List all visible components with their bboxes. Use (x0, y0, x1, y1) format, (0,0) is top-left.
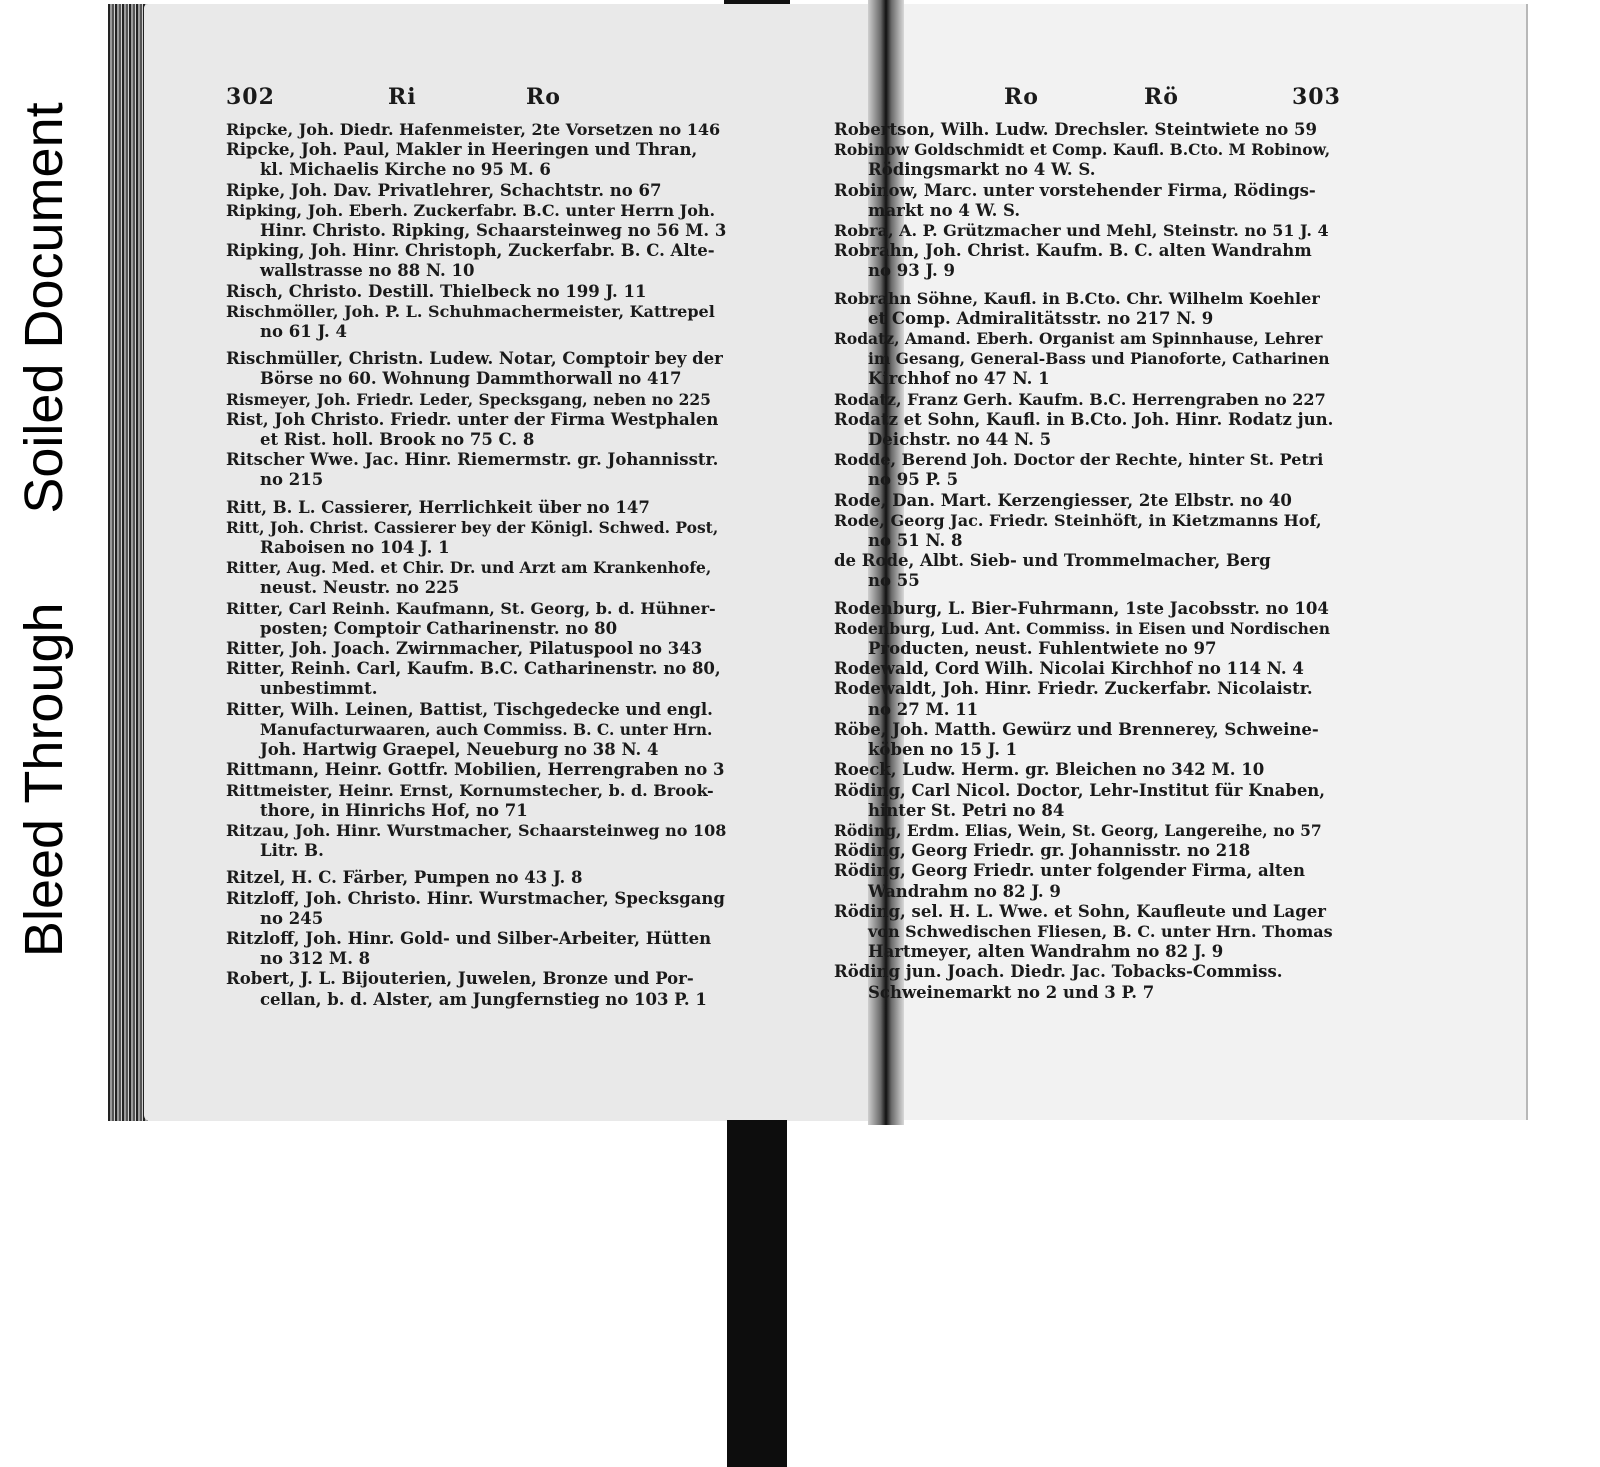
directory-entry (834, 450, 1334, 490)
entry-line: Rismeyer, Joh. Friedr. Leder, Specksgang, neben no 225 (226, 389, 711, 409)
directory-entry (834, 289, 1334, 329)
entry-line: Robert, J. L. Bijouterien, Juwelen, Bronze und Por- (226, 969, 694, 989)
directory-entry (834, 760, 1334, 780)
entry-continuation-line: et Rist. holl. Brook no 75 C. 8 (260, 430, 535, 450)
entry-continuation-line: Kirchhof no 47 N. 1 (868, 369, 1050, 389)
directory-entry (226, 120, 726, 140)
entry-continuation-line: von Schwedischen Fliesen, B. C. unter Hrn. Thomas (868, 921, 1333, 941)
entry-line: Rischmüller, Christn. Ludew. Notar, Comptoir bey der (226, 349, 723, 369)
entry-line: Ritzel, H. C. Färber, Pumpen no 43 J. 8 (226, 868, 583, 888)
entry-line: Robinow Goldschmidt et Comp. Kaufl. B.Cto. M Robinow, (834, 140, 1331, 160)
entry-line: Robinow, Marc. unter vorstehender Firma, Rödings- (834, 180, 1316, 200)
entry-line: Ripcke, Joh. Paul, Makler in Heeringen und Thran, (226, 140, 698, 160)
left-page-entries (226, 120, 726, 1010)
directory-entry (226, 700, 726, 761)
left-page-header (226, 84, 726, 118)
directory-entry (226, 760, 726, 780)
directory-entry (834, 679, 1334, 719)
entry-line: Risch, Christo. Destill. Thielbeck no 199 J. 11 (226, 281, 647, 301)
entry-continuation-line: neust. Neustr. no 225 (260, 578, 460, 598)
entry-line: Ritscher Wwe. Jac. Hinr. Riemermstr. gr. Johannisstr. (226, 450, 719, 470)
entry-continuation-line: im Gesang, General-Bass und Pianoforte, Catharinen (868, 349, 1330, 369)
label-soiled-document (14, 102, 74, 514)
directory-entry (226, 969, 726, 1009)
entry-continuation-line: Hartmeyer, alten Wandrahm no 82 J. 9 (868, 942, 1224, 962)
entry-line: Ritter, Carl Reinh. Kaufmann, St. Georg, b. d. Hühner- (226, 598, 716, 618)
entry-continuation-line: Producten, neust. Fuhlentwiete no 97 (868, 639, 1217, 659)
entry-continuation-line: no 27 M. 11 (868, 699, 979, 719)
entry-line: Rode, Georg Jac. Friedr. Steinhöft, in Kietzmanns Hof, (834, 510, 1322, 530)
entry-continuation-line: wallstrasse no 88 N. 10 (260, 261, 475, 281)
entry-continuation-line: no 61 J. 4 (260, 322, 347, 342)
entry-continuation-line: Manufacturwaaren, auch Commiss. B. C. unter Hrn. (260, 719, 713, 739)
right-page-entries (834, 120, 1334, 1003)
entry-continuation-line: no 55 (868, 571, 920, 591)
directory-entry (834, 120, 1334, 140)
entry-line: Robra, A. P. Grützmacher und Mehl, Steinstr. no 51 J. 4 (834, 221, 1329, 241)
entry-continuation-line: Börse no 60. Wohnung Dammthorwall no 417 (260, 369, 682, 389)
entry-continuation-line: no 312 M. 8 (260, 949, 371, 969)
entry-continuation-line: kl. Michaelis Kirche no 95 M. 6 (260, 160, 551, 180)
entry-continuation-line: hinter St. Petri no 84 (868, 800, 1065, 820)
entry-continuation-line: Deichstr. no 44 N. 5 (868, 430, 1052, 450)
directory-entry (226, 781, 726, 821)
directory-entry (226, 390, 726, 410)
page-number-left: 302 (226, 84, 275, 110)
directory-entry (226, 821, 726, 861)
directory-entry (834, 962, 1334, 1002)
directory-entry (226, 558, 726, 598)
directory-entry (834, 902, 1334, 963)
entry-continuation-line: Hinr. Christo. Ripking, Schaarsteinweg no 56 M. 3 (260, 221, 727, 241)
entry-continuation-line: no 51 N. 8 (868, 531, 963, 551)
entry-line: Rist, Joh Christo. Friedr. unter der Firma Westphalen (226, 409, 719, 429)
entry-line: de Rode, Albt. Sieb- und Trommelmacher, Berg (834, 551, 1271, 571)
directory-entry (226, 639, 726, 659)
directory-entry (226, 599, 726, 639)
directory-entry (834, 599, 1334, 619)
entry-line: Röding, Erdm. Elias, Wein, St. Georg, Langereihe, no 57 (834, 820, 1322, 840)
directory-entry (226, 181, 726, 201)
entry-line: Ritzloff, Joh. Christo. Hinr. Wurstmacher, Specksgang (226, 888, 725, 908)
entry-line: Rodatz, Amand. Eberh. Organist am Spinnhause, Lehrer (834, 329, 1323, 349)
directory-entry (834, 491, 1334, 511)
entry-line: Röding, Carl Nicol. Doctor, Lehr-Institut für Knaben, (834, 780, 1326, 800)
entry-line: Rodde, Berend Joh. Doctor der Rechte, hinter St. Petri (834, 450, 1324, 470)
directory-entry (834, 619, 1334, 659)
entry-line: Rodenburg, Lud. Ant. Commiss. in Eisen und Nordischen (834, 618, 1330, 638)
right-header-letters-1: Ro (1004, 84, 1039, 110)
entry-continuation-line: Raboisen no 104 J. 1 (260, 538, 450, 558)
entry-line: Ripking, Joh. Hinr. Christoph, Zuckerfabr. B. C. Alte- (226, 241, 715, 261)
entry-line: Röding, sel. H. L. Wwe. et Sohn, Kaufleute und Lager (834, 901, 1326, 921)
directory-entry (226, 410, 726, 450)
directory-entry (834, 720, 1334, 760)
directory-entry (226, 140, 726, 180)
directory-entry (834, 551, 1334, 591)
entry-continuation-line: markt no 4 W. S. (868, 200, 1021, 220)
entry-line: Röding, Georg Friedr. gr. Johannisstr. no 218 (834, 841, 1251, 861)
right-page-header (834, 84, 1341, 118)
entry-line: Robertson, Wilh. Ludw. Drechsler. Steintwiete no 59 (834, 120, 1318, 139)
directory-entry (834, 221, 1334, 241)
entry-line: Rodatz et Sohn, Kaufl. in B.Cto. Joh. Hinr. Rodatz jun. (834, 409, 1334, 429)
entry-line: Rischmöller, Joh. P. L. Schuhmachermeister, Kattrepel (226, 301, 715, 321)
entry-line: Ritter, Wilh. Leinen, Battist, Tischgedecke und engl. (226, 699, 713, 719)
entry-line: Röbe, Joh. Matth. Gewürz und Brennerey, Schweine- (834, 719, 1319, 739)
label-through: Through (14, 602, 74, 804)
directory-entry (834, 781, 1334, 821)
directory-entry (834, 659, 1334, 679)
entry-line: Ritzloff, Joh. Hinr. Gold- und Silber-Arbeiter, Hütten (226, 928, 712, 948)
entry-line: Rodatz, Franz Gerh. Kaufm. B.C. Herrengraben no 227 (834, 389, 1326, 409)
entry-continuation-line: no 245 (260, 908, 324, 928)
entry-line: Rittmann, Heinr. Gottfr. Mobilien, Herrengraben no 3 (226, 760, 725, 780)
entry-line: Rodewald, Cord Wilh. Nicolai Kirchhof no 114 N. 4 (834, 659, 1304, 679)
directory-entry (226, 282, 726, 302)
entry-continuation-line: Wandrahm no 82 J. 9 (868, 881, 1061, 901)
directory-entry (834, 410, 1334, 450)
entry-continuation-line: thore, in Hinrichs Hof, no 71 (260, 800, 528, 820)
directory-entry (834, 329, 1334, 390)
directory-entry (226, 201, 726, 241)
page-edges (108, 4, 148, 1121)
entry-continuation-line: no 93 J. 9 (868, 261, 955, 281)
entry-continuation-line: unbestimmt. (260, 679, 378, 699)
entry-line: Röding, Georg Friedr. unter folgender Firma, alten (834, 861, 1306, 881)
directory-entry (834, 181, 1334, 221)
directory-entry (226, 889, 726, 929)
label-document: Document (14, 102, 74, 349)
directory-entry (226, 349, 726, 389)
entry-continuation-line: no 215 (260, 470, 324, 490)
entry-line: Ritzau, Joh. Hinr. Wurstmacher, Schaarsteinweg no 108 (226, 820, 727, 840)
entry-continuation-line: Rödingsmarkt no 4 W. S. (868, 160, 1096, 180)
directory-entry (226, 659, 726, 699)
directory-entry (834, 511, 1334, 551)
label-soiled: Soiled (14, 363, 74, 514)
entry-line: Rodewaldt, Joh. Hinr. Friedr. Zuckerfabr. Nicolaistr. (834, 679, 1313, 699)
entry-line: Rode, Dan. Mart. Kerzengiesser, 2te Elbstr. no 40 (834, 490, 1292, 510)
entry-line: Ritter, Aug. Med. et Chir. Dr. und Arzt am Krankenhofe, (226, 558, 712, 578)
entry-continuation-line: Joh. Hartwig Graepel, Neueburg no 38 N. 4 (260, 740, 659, 760)
directory-entry (834, 140, 1334, 180)
entry-line: Ripcke, Joh. Diedr. Hafenmeister, 2te Vorsetzen no 146 (226, 120, 721, 139)
entry-line: Ritter, Joh. Joach. Zwirnmacher, Pilatuspool no 343 (226, 639, 703, 659)
page-number-right: 303 (1292, 84, 1341, 110)
entry-line: Ritt, B. L. Cassierer, Herrlichkeit über no 147 (226, 497, 650, 517)
left-header-letters-2: Ro (526, 84, 561, 110)
entry-line: Rodenburg, L. Bier-Fuhrmann, 1ste Jacobsstr. no 104 (834, 598, 1329, 618)
entry-line: Ritt, Joh. Christ. Cassierer bey der Königl. Schwed. Post, (226, 517, 719, 537)
side-annotation (0, 0, 88, 1467)
directory-entry (226, 929, 726, 969)
directory-entry (226, 450, 726, 490)
entry-continuation-line: cellan, b. d. Alster, am Jungfernstieg no 103 P. 1 (260, 989, 707, 1009)
directory-entry (834, 821, 1334, 841)
directory-entry (834, 841, 1334, 861)
entry-continuation-line: Schweinemarkt no 2 und 3 P. 7 (868, 982, 1155, 1002)
right-header-letters-2: Rö (1144, 84, 1179, 110)
directory-entry (226, 868, 726, 888)
left-header-letters-1: Ri (388, 84, 417, 110)
entry-line: Robrahn Söhne, Kaufl. in B.Cto. Chr. Wilhelm Koehler (834, 288, 1320, 308)
directory-entry (226, 498, 726, 518)
entry-continuation-line: posten; Comptoir Catharinenstr. no 80 (260, 618, 618, 638)
entry-continuation-line: Litr. B. (260, 841, 324, 861)
entry-line: Robrahn, Joh. Christ. Kaufm. B. C. alten Wandrahm (834, 241, 1312, 261)
directory-entry (226, 518, 726, 558)
directory-entry (226, 241, 726, 281)
directory-entry (226, 302, 726, 342)
entry-line: Ripking, Joh. Eberh. Zuckerfabr. B.C. unter Herrn Joh. (226, 200, 716, 220)
entry-line: Rittmeister, Heinr. Ernst, Kornumstecher, b. d. Brook- (226, 780, 714, 800)
spine-strap (727, 1120, 787, 1467)
entry-line: Roeck, Ludw. Herm. gr. Bleichen no 342 M. 10 (834, 760, 1265, 780)
directory-entry (834, 390, 1334, 410)
directory-entry (834, 241, 1334, 281)
entry-line: Ritter, Reinh. Carl, Kaufm. B.C. Catharinenstr. no 80, (226, 659, 721, 679)
entry-line: Röding jun. Joach. Diedr. Jac. Tobacks-Commiss. (834, 962, 1283, 982)
entry-continuation-line: et Comp. Admiralitätsstr. no 217 N. 9 (868, 308, 1214, 328)
directory-entry (834, 861, 1334, 901)
entry-line: Ripke, Joh. Dav. Privatlehrer, Schachtstr. no 67 (226, 180, 662, 200)
label-bleed: Bleed (14, 818, 74, 958)
entry-continuation-line: no 95 P. 5 (868, 470, 959, 490)
entry-continuation-line: köben no 15 J. 1 (868, 740, 1018, 760)
